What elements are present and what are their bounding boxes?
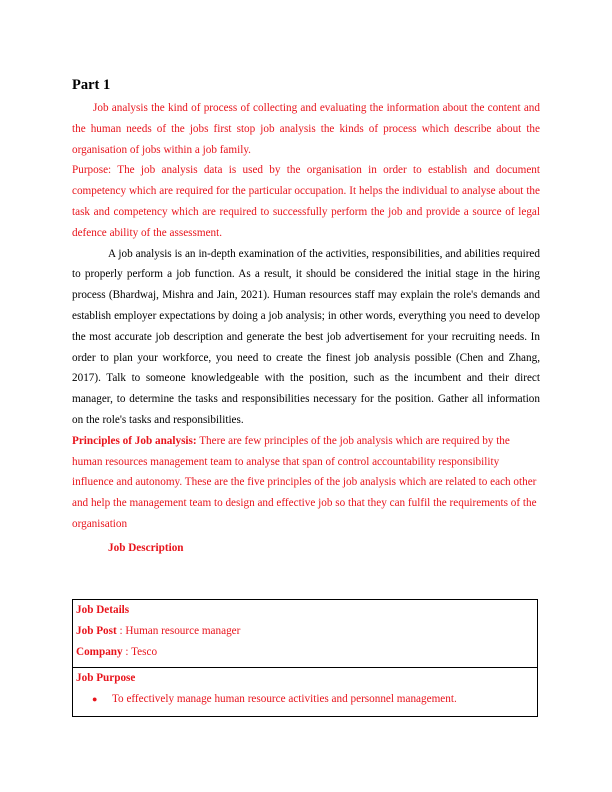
company-value: : Tesco bbox=[122, 646, 158, 658]
bullet-dot-icon: ● bbox=[92, 694, 98, 704]
job-purpose-cell bbox=[73, 667, 537, 710]
purpose-bullet-item bbox=[76, 689, 534, 710]
principles-text: There are few principles of the job analysis which are required by the human resources management team to analyse that span of control accountability responsibility influence and autonomy. These are the five principles of the job analysis which are related to each other and help the management team to design and effective job so that they can fulfil the requirements of the organisation bbox=[72, 434, 537, 530]
document-page bbox=[72, 76, 540, 559]
part-heading: Part 1 bbox=[72, 77, 111, 93]
job-post-row bbox=[76, 621, 534, 642]
purpose-bullet-text: To effectively manage human resource activities and personnel management. bbox=[112, 693, 457, 705]
job-details-cell bbox=[73, 600, 537, 663]
body-paragraph: A job analysis is an in-depth examination of the activities, responsibilities, and abilities required to properly perform a job function. As a result, it should be considered the initial stage in the hiring process (Bhardwaj, Mishra and Jain, 2021). Human resources staff may explain the role's demands and establish employer expectations by doing a job analysis; in other words, everything you need to develop the most accurate job description and generate the best job advertisement for your recruiting needs. In order to plan your workforce, you need to create the finest job analysis possible (Chen and Zhang, 2017). Talk to someone knowledgeable with the position, such as the incumbent and their direct manager, to determine the tasks and responsibilities necessary for the position. Gather all information on the role's tasks and responsibilities. bbox=[72, 247, 540, 426]
principles-label: Principles of Job analysis: bbox=[72, 434, 197, 447]
job-details-header: Job Details bbox=[76, 604, 130, 616]
company-row bbox=[76, 642, 534, 663]
company-label: Company bbox=[76, 646, 123, 658]
job-purpose-header: Job Purpose bbox=[76, 672, 136, 684]
job-description-table bbox=[72, 599, 538, 717]
job-post-label: Job Post bbox=[76, 625, 117, 637]
principles-paragraph bbox=[72, 431, 540, 535]
purpose-paragraph: Purpose: The job analysis data is used by the organisation in order to establish and document competency which are required for the particular occupation. It helps the individual to analyse about the task and competency which are required to successfully perform the job and provide a source of legal defence ability of the assessment. bbox=[72, 164, 540, 239]
intro-paragraph: Job analysis the kind of process of collecting and evaluating the information about the content and the human needs of the jobs first stop job analysis the kinds of process which describe about the organisation of jobs within a job family. bbox=[72, 102, 540, 156]
job-post-value: : Human resource manager bbox=[116, 625, 241, 637]
job-description-title: Job Description bbox=[108, 541, 184, 554]
